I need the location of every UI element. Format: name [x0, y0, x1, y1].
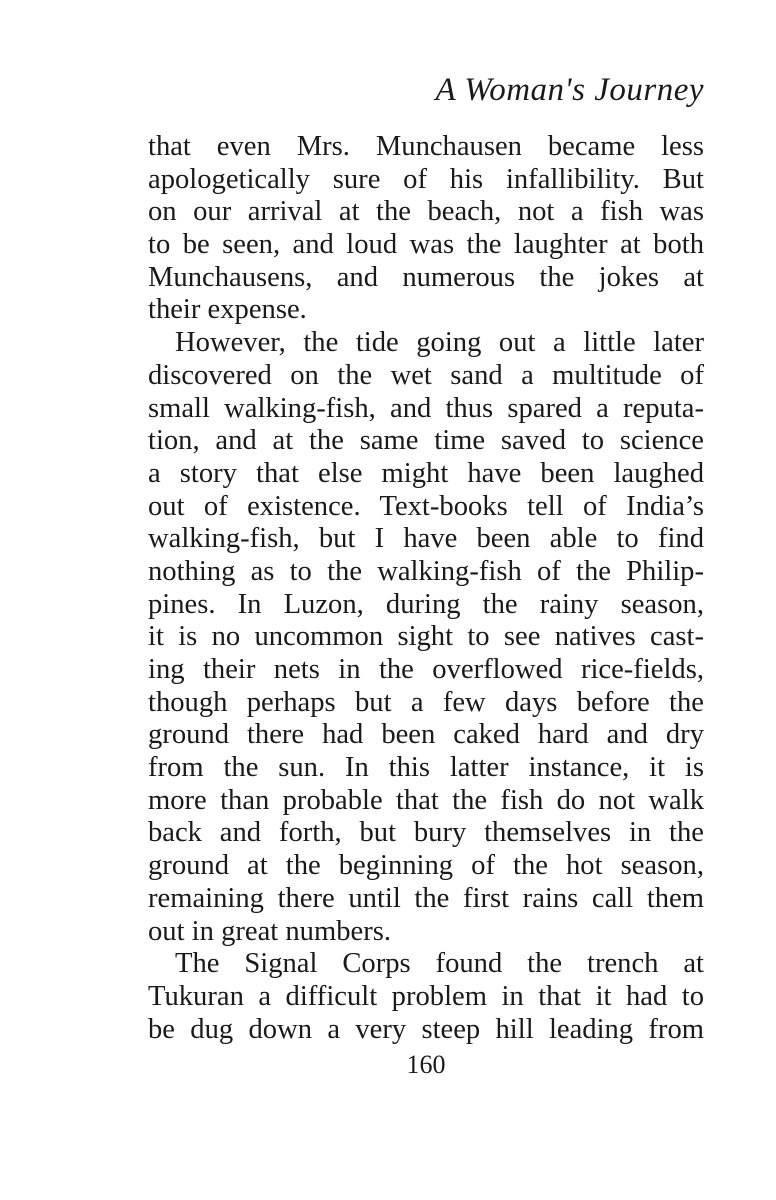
text-line: Tukuran a difficult problem in that it had to	[148, 980, 704, 1012]
text-line: be dug down a very steep hill leading from	[148, 1013, 704, 1045]
text-line: their expense.	[148, 294, 307, 326]
text-line: discovered on the wet sand a multitude of	[148, 359, 704, 391]
text-line: out in great numbers.	[148, 915, 391, 947]
text-line: pines. In Luzon, during the rainy season,	[148, 588, 704, 620]
text-line: to be seen, and loud was the laughter at both	[148, 229, 704, 261]
text-line: ing their nets in the overflowed rice-fields,	[148, 654, 704, 685]
running-head: A Woman's Journey	[435, 72, 704, 108]
text-line: back and forth, but bury themselves in the	[148, 817, 704, 849]
text-line: nothing as to the walking-fish of the Philip-	[148, 555, 704, 587]
text-line: ground there had been caked hard and dry	[148, 719, 704, 751]
text-line: apologetically sure of his infallibility. But	[148, 163, 704, 195]
text-line: that even Mrs. Munchausen became less	[148, 131, 704, 162]
text-line: Munchausens, and numerous the jokes at	[148, 261, 704, 293]
text-line: on our arrival at the beach, not a fish was	[148, 196, 704, 228]
text-line: walking-fish, but I have been able to find	[148, 523, 704, 555]
page-number: 160	[406, 1050, 446, 1079]
text-line: it is no uncommon sight to see natives cast-	[148, 621, 704, 653]
text-line: small walking-fish, and thus spared a reputa-	[148, 392, 704, 424]
text-line: a story that else might have been laughed	[148, 457, 704, 489]
text-line: The Signal Corps found the trench at	[175, 948, 704, 980]
text-line: from the sun. In this latter instance, it is	[148, 752, 704, 784]
text-line: out of existence. Text-books tell of India’s	[148, 490, 704, 522]
body-text	[148, 131, 704, 1046]
text-line: ground at the beginning of the hot season,	[148, 850, 704, 882]
text-line: tion, and at the same time saved to science	[148, 425, 704, 457]
text-line: more than probable that the fish do not walk	[148, 784, 704, 816]
text-line: remaining there until the first rains call them	[148, 882, 704, 914]
text-line: However, the tide going out a little later	[175, 327, 704, 359]
text-line: though perhaps but a few days before the	[148, 686, 704, 718]
